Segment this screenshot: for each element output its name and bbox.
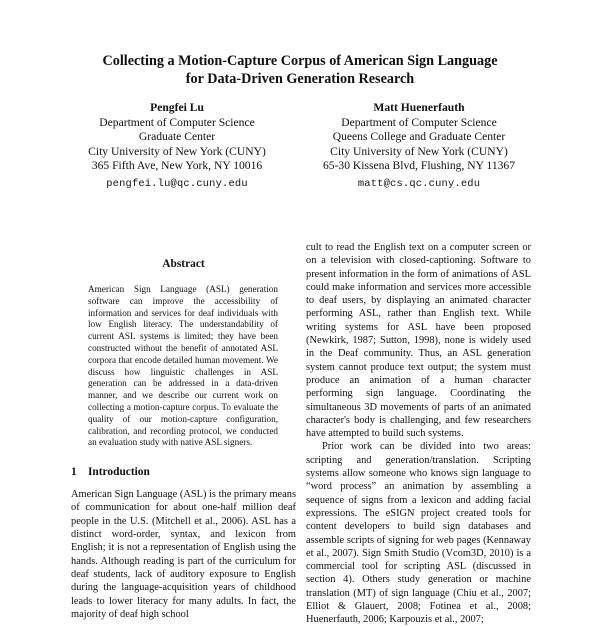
introduction-text: American Sign Language (ASL) is the primary means of communication for about one-half million deaf people in the U.S. (Mitchell et al., 2006). ASL has a distinct word-order, syntax, and lexicon from English; it is not a representation of English using the hands. Although reading is part of the curriculum for deaf students, lack of auditory exposure to English during the language-acquisition years of childhood leads to lower literacy for many adults. In fact, the majority of deaf high school bbox=[71, 489, 296, 620]
author-email: pengfei.lu@qc.cuny.edu bbox=[106, 177, 248, 190]
author-address: 65-30 Kissena Blvd, Flushing, NY 11367 bbox=[322, 159, 516, 173]
author-institution: Queens College and Graduate Center bbox=[332, 130, 506, 144]
title-line-1: Collecting a Motion-Capture Corpus of American Sign Language bbox=[102, 53, 498, 69]
right-column bbox=[306, 241, 531, 627]
author-department: Department of Computer Science bbox=[341, 115, 497, 129]
author-email: matt@cs.qc.cuny.edu bbox=[357, 177, 481, 190]
author-university: City University of New York (CUNY) bbox=[88, 144, 266, 158]
author-address: 365 Fifth Ave, New York, NY 10016 bbox=[91, 159, 263, 173]
author-department: Department of Computer Science bbox=[99, 115, 255, 129]
section-title: Introduction bbox=[88, 466, 150, 479]
author-block-2 bbox=[299, 101, 539, 192]
body-paragraph-1: cult to read the English text on a computer screen or on a television with closed-captioning. Software to present information in the form of animations of ASL could make information and services more accessible to deaf users, by displaying an animated character performing ASL, rather than English text. While writing systems for ASL have been proposed (Newkirk, 1987; Sutton, 1998), none is widely used in the Deaf community. Thus, an ASL generation system cannot produce text output; the system must produce an animation of a human character performing sign language. Coordinating the simultaneous 3D movements of parts of an animated character's body is challenging, and few researchers have attempted to build such systems. bbox=[306, 242, 531, 440]
author-name: Pengfei Lu bbox=[150, 101, 204, 114]
abstract-heading: Abstract bbox=[162, 258, 205, 270]
author-university: City University of New York (CUNY) bbox=[330, 144, 508, 158]
section-number: 1 bbox=[71, 466, 77, 479]
abstract-text: American Sign Language (ASL) generation software can improve the accessibility of information and services for deaf individuals with low English literacy. The understandability of current ASL systems is limited; they have been constructed without the benefit of annotated ASL corpora that encode detailed human movement. We discuss how linguistic challenges in ASL generation can be addressed in a data-driven manner, and we describe our current work on collecting a motion-capture corpus. To evaluate the quality of our motion-capture configuration, calibration, and recording protocol, we conducted an evaluation study with native ASL signers. bbox=[88, 284, 278, 448]
paper-title bbox=[40, 52, 560, 88]
title-line-2: for Data-Driven Generation Research bbox=[185, 71, 415, 87]
author-block-1 bbox=[57, 101, 297, 192]
body-paragraph-2: Prior work can be divided into two areas: scripting and generation/translation. Scripting systems allow someone who knows sign language to “word process” an animation by assembling a sequence of signs from a lexicon and adding facial expressions. The eSIGN project created tools for content developers to build sign databases and assemble scripts of signing for web pages (Kennaway et al., 2007). Sign Smith Studio (Vcom3D, 2010) is a commercial tool for scripting ASL (discussed in section 4). Others study generation or machine translation (MT) of sign language (Chiu et al., 2007; Elliot & Glauert, 2008; Fotinea et al., 2008; Huenerfauth, 2006; Karpouzis et al., 2007; bbox=[306, 441, 531, 626]
author-name: Matt Huenerfauth bbox=[373, 101, 465, 114]
author-institution: Graduate Center bbox=[138, 130, 216, 144]
section-heading-introduction bbox=[71, 465, 296, 479]
left-column bbox=[71, 257, 296, 621]
